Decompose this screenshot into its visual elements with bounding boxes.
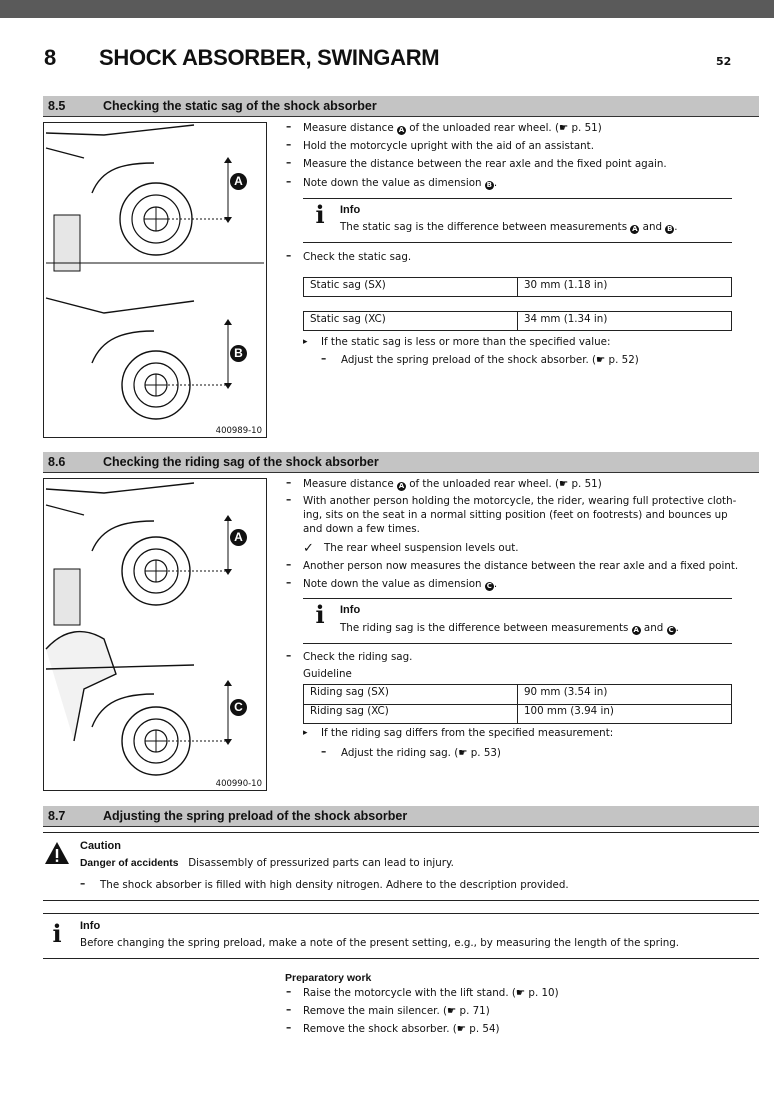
prep-step: Raise the motorcycle with the lift stand. (☛ p. 10)	[303, 987, 559, 999]
figure-id: 400989-10	[215, 426, 262, 436]
riding-sag-figure	[43, 478, 267, 791]
info-label: Info	[340, 604, 361, 616]
chapter-number: 8	[44, 45, 57, 70]
spec-label: Riding sag (SX)	[304, 685, 518, 704]
section-number: 8.7	[48, 809, 66, 823]
step-dash: –	[286, 250, 292, 262]
info-text: The static sag is the difference between measurements A and B .	[340, 221, 678, 233]
pointing-hand-icon: ☛	[559, 122, 569, 134]
bullet: ▸	[303, 728, 308, 738]
info-icon: i	[52, 919, 62, 948]
step-dash: –	[286, 986, 292, 998]
marker-a: A	[398, 126, 405, 134]
section-title: Adjusting the spring preload of the shock absorber	[103, 809, 408, 823]
condition-text: If the static sag is less or more than the specified value:	[321, 336, 611, 348]
motorcycle-rear-illustration	[44, 123, 266, 437]
divider	[43, 832, 759, 833]
step-dash: –	[286, 139, 292, 151]
spec-label: Static sag (SX)	[304, 278, 518, 296]
step-text: Hold the motorcycle upright with the aid of an assistant.	[303, 140, 594, 152]
divider	[43, 900, 759, 901]
chapter-title: SHOCK ABSORBER, SWINGARM	[99, 45, 440, 70]
divider	[303, 643, 732, 644]
info-text: Before changing the spring preload, make a note of the present setting, e.g., by measuring the length of the spring.	[80, 937, 680, 949]
pointing-hand-icon: ☛	[515, 987, 526, 999]
spec-value: 34 mm (1.34 in)	[524, 313, 608, 325]
info-label: Info	[340, 204, 361, 216]
info-text: The riding sag is the difference between measurements A and C .	[340, 622, 679, 634]
pointing-hand-icon: ☛	[596, 354, 606, 366]
section-header-8-5	[43, 96, 759, 117]
step-text: and down a few times.	[303, 523, 420, 535]
step-dash: –	[286, 1004, 292, 1016]
preparatory-work-label: Preparatory work	[285, 972, 372, 984]
motorcycle-rider-illustration	[44, 479, 266, 790]
step-dash: –	[286, 559, 292, 571]
step-dash: –	[286, 1022, 292, 1034]
step-text: Measure distance A of the unloaded rear wheel. (☛ p. 51)	[303, 478, 602, 490]
step-text: Note down the value as dimension B .	[303, 177, 498, 189]
pointing-hand-icon: ☛	[456, 1023, 467, 1035]
action-text: Adjust the spring preload of the shock absorber. (☛ p. 52)	[341, 354, 639, 366]
divider	[43, 958, 759, 959]
info-icon: i	[315, 200, 325, 229]
divider	[303, 198, 732, 199]
top-bar	[0, 0, 774, 18]
step-text: Measure distance A of the unloaded rear wheel. (☛ p. 51)	[303, 122, 602, 134]
divider	[43, 913, 759, 914]
info-icon: i	[315, 600, 325, 629]
bullet: ▸	[303, 337, 308, 347]
warning-triangle-icon	[44, 841, 70, 865]
caution-label: Caution	[80, 840, 121, 852]
guideline-label: Guideline	[303, 668, 352, 680]
section-header-8-6	[43, 452, 759, 473]
danger-line: Danger of accidents Disassembly of pressurized parts can lead to injury.	[80, 857, 454, 869]
condition-text: If the riding sag differs from the specified measurement:	[321, 727, 614, 739]
action-text: Adjust the riding sag. (☛ p. 53)	[341, 747, 501, 759]
spec-table	[303, 684, 732, 724]
step-text: Note down the value as dimension C .	[303, 578, 498, 590]
spec-row	[304, 685, 731, 705]
step-dash: –	[286, 650, 292, 662]
spec-label: Riding sag (XC)	[304, 704, 518, 723]
callout-b: B	[230, 345, 247, 362]
step-dash: –	[286, 176, 292, 188]
step-dash: –	[286, 477, 292, 489]
check-icon: ✓	[303, 541, 314, 556]
callout-a: A	[230, 529, 247, 546]
figure-id: 400990-10	[215, 779, 262, 789]
info-label: Info	[80, 920, 101, 932]
callout-c: C	[230, 699, 247, 716]
check-step: Check the riding sag.	[303, 651, 413, 663]
step-dash: –	[286, 121, 292, 133]
spec-value: 90 mm (3.54 in)	[524, 686, 608, 698]
spec-row	[303, 277, 732, 297]
step-dash: –	[321, 353, 327, 365]
step-text: ing, sits on the seat in a normal sitting position (feet on footrests) and bounces up	[303, 509, 728, 521]
spec-value: 100 mm (3.94 in)	[524, 705, 614, 717]
pointing-hand-icon: ☛	[447, 1005, 457, 1017]
step-dash: –	[80, 878, 86, 890]
step-dash: –	[286, 577, 292, 589]
pointing-hand-icon: ☛	[458, 747, 468, 759]
section-header-8-7	[43, 806, 759, 827]
callout-a: A	[230, 173, 247, 190]
spec-row	[304, 704, 731, 723]
divider	[303, 598, 732, 599]
step-dash: –	[321, 746, 327, 758]
step-text: Measure the distance between the rear axle and the fixed point again.	[303, 158, 667, 170]
spec-value: 30 mm (1.18 in)	[524, 279, 608, 291]
section-title: Checking the riding sag of the shock absorber	[103, 455, 379, 469]
prep-step: Remove the shock absorber. (☛ p. 54)	[303, 1023, 500, 1035]
section-number: 8.6	[48, 455, 66, 469]
step-dash: –	[286, 494, 292, 506]
step-dash: –	[286, 157, 292, 169]
page-number: 52	[716, 55, 732, 68]
caution-item: The shock absorber is filled with high density nitrogen. Adhere to the description provided.	[100, 879, 569, 891]
step-text: With another person holding the motorcycle, the rider, wearing full protective cloth-	[303, 495, 737, 507]
check-step: Check the static sag.	[303, 251, 412, 263]
static-sag-figure	[43, 122, 267, 438]
result-text: The rear wheel suspension levels out.	[324, 542, 519, 554]
step-text: Another person now measures the distance between the rear axle and a fixed point.	[303, 560, 739, 572]
pointing-hand-icon: ☛	[559, 478, 569, 490]
spec-row	[303, 311, 732, 331]
section-number: 8.5	[48, 99, 66, 113]
divider	[303, 242, 732, 243]
spec-label: Static sag (XC)	[304, 312, 518, 330]
section-title: Checking the static sag of the shock absorber	[103, 99, 377, 113]
prep-step: Remove the main silencer. (☛ p. 71)	[303, 1005, 490, 1017]
marker-b: B	[486, 181, 493, 189]
